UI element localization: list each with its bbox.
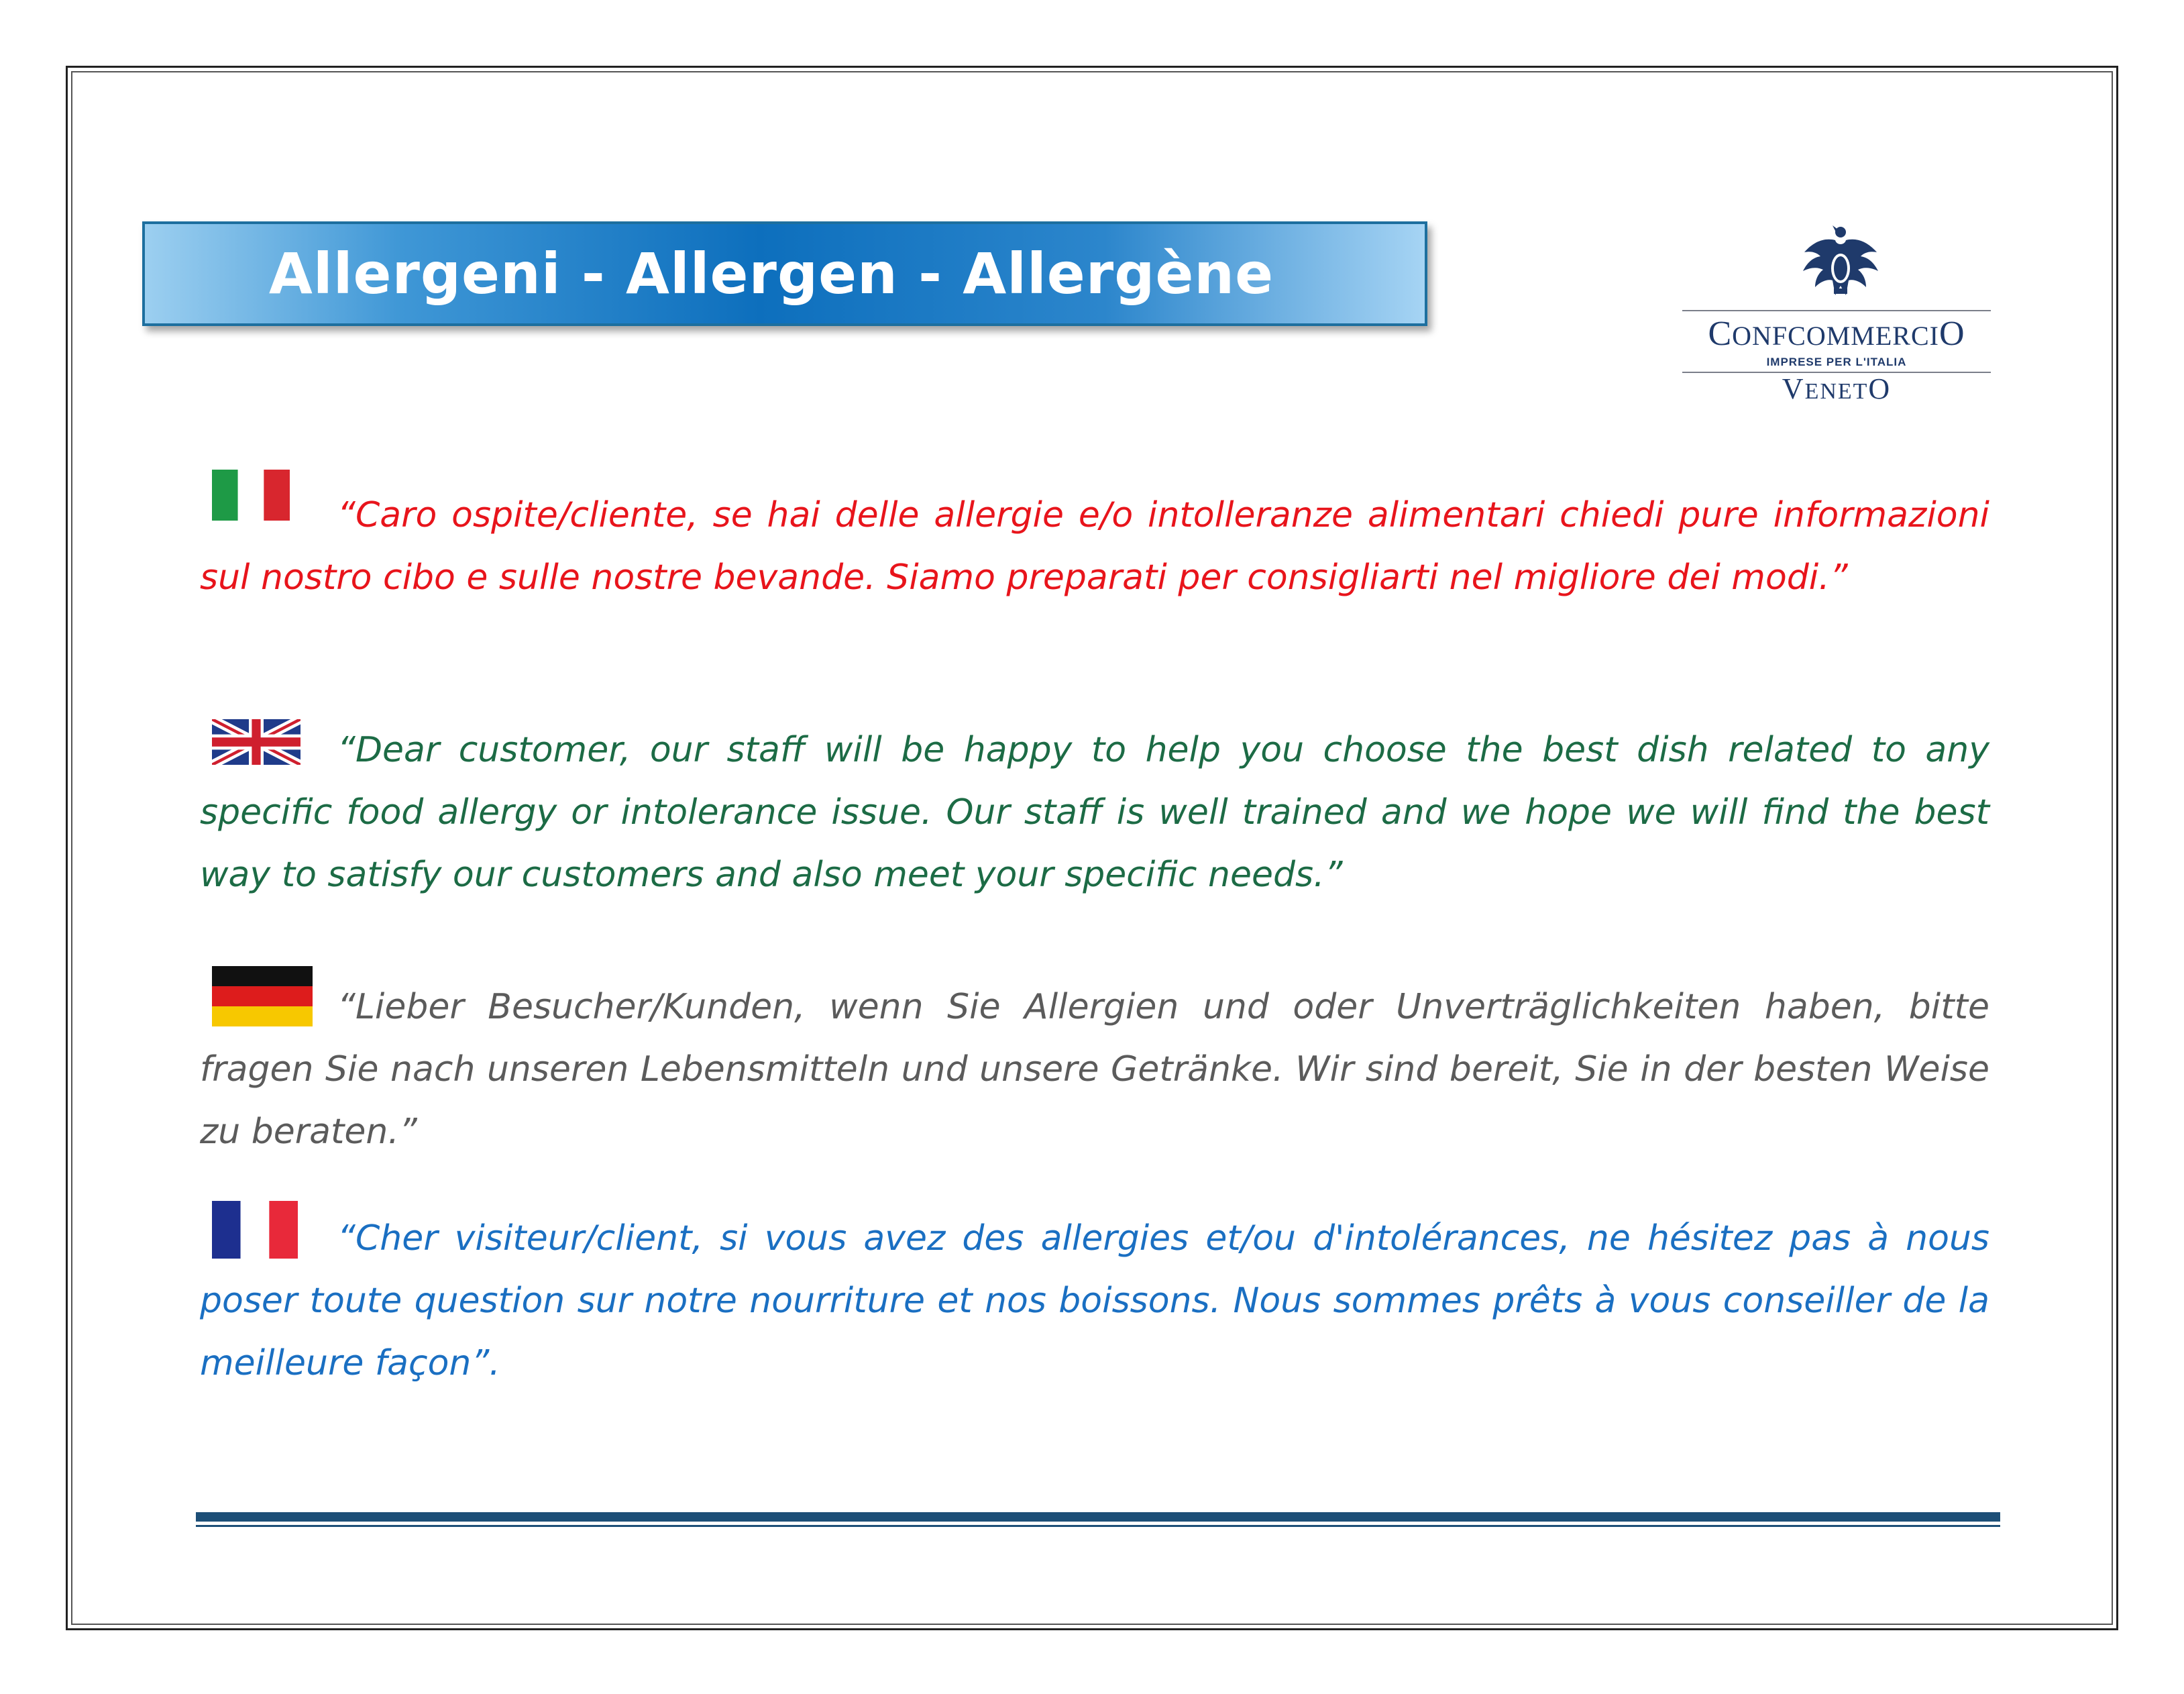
logo-tagline: IMPRESE PER L'ITALIA bbox=[1766, 356, 1907, 368]
english-message: “Dear customer, our staff will be happy to help you choose the best dish related to any specific food allergy or intolerance issue. Our staff is well trained and we hope we will find the best way to satisfy our customers and also meet your specific needs.” bbox=[200, 730, 1989, 895]
logo-divider-top bbox=[1682, 310, 1991, 311]
italian-message: “Caro ospite/cliente, se hai delle allergie e/o intolleranze alimentari chiedi pure informazioni sul nostro cibo e sulle nostre bevande. Siamo preparati per consigliarti nel migliore dei modi.” bbox=[200, 495, 1989, 598]
footer-rule-thin bbox=[196, 1525, 2000, 1527]
footer-rule bbox=[196, 1512, 2000, 1522]
logo-brand-name: CONFCOMMERCIO bbox=[1708, 315, 1965, 353]
eagle-emblem-icon bbox=[1798, 221, 1885, 302]
page-title: Allergeni - Allergen - Allergène bbox=[268, 241, 1274, 307]
confcommercio-logo bbox=[1682, 221, 1991, 403]
french-message: “Cher visiteur/client, si vous avez des allergies et/ou d'intolérances, ne hésitez pas à nous poser toute question sur notre nourriture et nos boissons. Nous sommes prêts à vous conseiller de la meilleure façon”. bbox=[200, 1218, 1989, 1383]
logo-region-name: VENETO bbox=[1782, 372, 1892, 405]
german-message: “Lieber Besucher/Kunden, wenn Sie Allergien und oder Unverträglichkeiten haben, bitte fragen Sie nach unseren Lebensmitteln und unsere Getränke. Wir sind bereit, Sie in der besten Weise zu beraten.” bbox=[200, 987, 1989, 1152]
title-banner bbox=[142, 221, 1427, 326]
